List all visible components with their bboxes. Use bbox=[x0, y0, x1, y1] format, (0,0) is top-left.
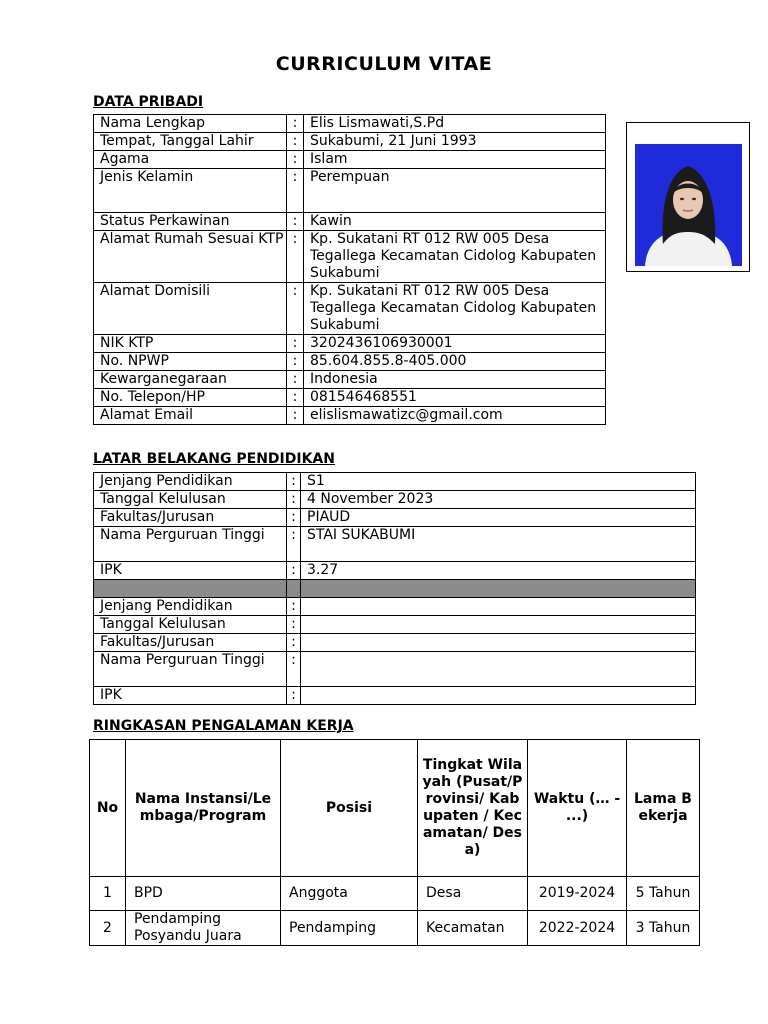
table-header-row bbox=[90, 740, 700, 877]
table-row bbox=[94, 473, 696, 491]
table-row bbox=[94, 389, 606, 407]
photo-frame bbox=[626, 122, 750, 272]
field-value: 3202436106930001 bbox=[304, 335, 606, 353]
field-value: STAI SUKABUMI bbox=[301, 527, 696, 562]
field-value bbox=[301, 580, 696, 598]
field-label: Tempat, Tanggal Lahir bbox=[94, 133, 287, 151]
cell-posisi: Anggota bbox=[281, 877, 418, 911]
field-separator: : bbox=[287, 527, 301, 562]
field-separator: : bbox=[287, 389, 304, 407]
table-row bbox=[94, 562, 696, 580]
field-label: Tanggal Kelulusan bbox=[94, 491, 287, 509]
table-row bbox=[94, 652, 696, 687]
field-separator: : bbox=[287, 169, 304, 213]
field-separator: : bbox=[287, 133, 304, 151]
field-label: Nama Perguruan Tinggi bbox=[94, 652, 287, 687]
person-portrait-icon bbox=[635, 144, 742, 266]
table-row bbox=[94, 115, 606, 133]
field-value: 4 November 2023 bbox=[301, 491, 696, 509]
field-label: Status Perkawinan bbox=[94, 213, 287, 231]
field-label: Fakultas/Jurusan bbox=[94, 634, 287, 652]
field-separator: : bbox=[287, 598, 301, 616]
field-value: S1 bbox=[301, 473, 696, 491]
field-value: 85.604.855.8-405.000 bbox=[304, 353, 606, 371]
field-separator: : bbox=[287, 473, 301, 491]
profile-photo bbox=[635, 144, 742, 266]
field-separator: : bbox=[287, 353, 304, 371]
field-label: Jenis Kelamin bbox=[94, 169, 287, 213]
table-row bbox=[90, 877, 700, 911]
field-separator: : bbox=[287, 491, 301, 509]
field-label: Agama bbox=[94, 151, 287, 169]
field-value bbox=[301, 687, 696, 705]
field-value bbox=[301, 634, 696, 652]
table-row bbox=[94, 371, 606, 389]
table-row bbox=[94, 169, 606, 213]
field-value: Kawin bbox=[304, 213, 606, 231]
field-label: Alamat Email bbox=[94, 407, 287, 425]
field-separator: : bbox=[287, 213, 304, 231]
page-title: CURRICULUM VITAE bbox=[275, 53, 493, 75]
table-row bbox=[94, 407, 606, 425]
field-label: Nama Lengkap bbox=[94, 115, 287, 133]
field-value: PIAUD bbox=[301, 509, 696, 527]
cell-tingkat: Desa bbox=[418, 877, 528, 911]
field-separator: : bbox=[287, 509, 301, 527]
table-row bbox=[90, 911, 700, 946]
field-value: 3.27 bbox=[301, 562, 696, 580]
cell-tingkat: Kecamatan bbox=[418, 911, 528, 946]
field-value bbox=[301, 616, 696, 634]
field-label: Tanggal Kelulusan bbox=[94, 616, 287, 634]
field-label: Kewarganegaraan bbox=[94, 371, 287, 389]
field-label: Jenjang Pendidikan bbox=[94, 473, 287, 491]
education-table bbox=[93, 472, 696, 705]
table-row bbox=[94, 335, 606, 353]
field-separator: : bbox=[287, 231, 304, 283]
field-label: No. NPWP bbox=[94, 353, 287, 371]
table-row bbox=[94, 616, 696, 634]
table-row bbox=[94, 687, 696, 705]
table-row bbox=[94, 634, 696, 652]
field-label: IPK bbox=[94, 687, 287, 705]
field-value: Elis Lismawati,S.Pd bbox=[304, 115, 606, 133]
field-value: Sukabumi, 21 Juni 1993 bbox=[304, 133, 606, 151]
field-label: Nama Perguruan Tinggi bbox=[94, 527, 287, 562]
header-instansi: Nama Instansi/Lembaga/Program bbox=[126, 740, 281, 877]
field-separator: : bbox=[287, 687, 301, 705]
table-row bbox=[94, 598, 696, 616]
personal-data-table bbox=[93, 114, 606, 425]
field-separator: : bbox=[287, 335, 304, 353]
table-row bbox=[94, 509, 696, 527]
field-label: NIK KTP bbox=[94, 335, 287, 353]
header-no: No bbox=[90, 740, 126, 877]
field-value bbox=[301, 652, 696, 687]
field-separator: : bbox=[287, 407, 304, 425]
field-label: No. Telepon/HP bbox=[94, 389, 287, 407]
field-label: Fakultas/Jurusan bbox=[94, 509, 287, 527]
section-heading-experience: RINGKASAN PENGALAMAN KERJA bbox=[93, 718, 354, 734]
cell-lama: 3 Tahun bbox=[627, 911, 700, 946]
divider-row bbox=[94, 580, 696, 598]
field-separator: : bbox=[287, 616, 301, 634]
field-label: Alamat Domisili bbox=[94, 283, 287, 335]
header-tingkat: Tingkat Wilayah (Pusat/Provinsi/ Kabupaten / Kecamatan/ Desa) bbox=[418, 740, 528, 877]
field-label: Jenjang Pendidikan bbox=[94, 598, 287, 616]
field-separator: : bbox=[287, 115, 304, 133]
field-separator: : bbox=[287, 283, 304, 335]
field-separator: : bbox=[287, 562, 301, 580]
field-value: Kp. Sukatani RT 012 RW 005 Desa Tegallega Kecamatan Cidolog Kabupaten Sukabumi bbox=[304, 231, 606, 283]
field-separator: : bbox=[287, 151, 304, 169]
table-row bbox=[94, 231, 606, 283]
field-separator bbox=[287, 580, 301, 598]
field-value: elislismawatizc@gmail.com bbox=[304, 407, 606, 425]
field-label bbox=[94, 580, 287, 598]
experience-table bbox=[89, 739, 700, 946]
header-lama: Lama Bekerja bbox=[627, 740, 700, 877]
cell-waktu: 2022-2024 bbox=[528, 911, 627, 946]
field-value bbox=[301, 598, 696, 616]
section-heading-education: LATAR BELAKANG PENDIDIKAN bbox=[93, 451, 335, 467]
field-value: Kp. Sukatani RT 012 RW 005 Desa Tegallega Kecamatan Cidolog Kabupaten Sukabumi bbox=[304, 283, 606, 335]
cell-instansi: Pendamping Posyandu Juara bbox=[126, 911, 281, 946]
cell-no: 1 bbox=[90, 877, 126, 911]
field-label: IPK bbox=[94, 562, 287, 580]
table-row bbox=[94, 283, 606, 335]
cell-lama: 5 Tahun bbox=[627, 877, 700, 911]
cell-posisi: Pendamping bbox=[281, 911, 418, 946]
table-row bbox=[94, 353, 606, 371]
field-value: Perempuan bbox=[304, 169, 606, 213]
field-separator: : bbox=[287, 634, 301, 652]
cell-waktu: 2019-2024 bbox=[528, 877, 627, 911]
header-posisi: Posisi bbox=[281, 740, 418, 877]
section-heading-personal: DATA PRIBADI bbox=[93, 94, 204, 110]
table-row bbox=[94, 527, 696, 562]
table-row bbox=[94, 491, 696, 509]
field-separator: : bbox=[287, 371, 304, 389]
field-value: Indonesia bbox=[304, 371, 606, 389]
table-row bbox=[94, 213, 606, 231]
cell-instansi: BPD bbox=[126, 877, 281, 911]
field-value: Islam bbox=[304, 151, 606, 169]
header-waktu: Waktu (… - ...) bbox=[528, 740, 627, 877]
table-row bbox=[94, 151, 606, 169]
field-separator: : bbox=[287, 652, 301, 687]
field-value: 081546468551 bbox=[304, 389, 606, 407]
field-label: Alamat Rumah Sesuai KTP bbox=[94, 231, 287, 283]
cell-no: 2 bbox=[90, 911, 126, 946]
table-row bbox=[94, 133, 606, 151]
